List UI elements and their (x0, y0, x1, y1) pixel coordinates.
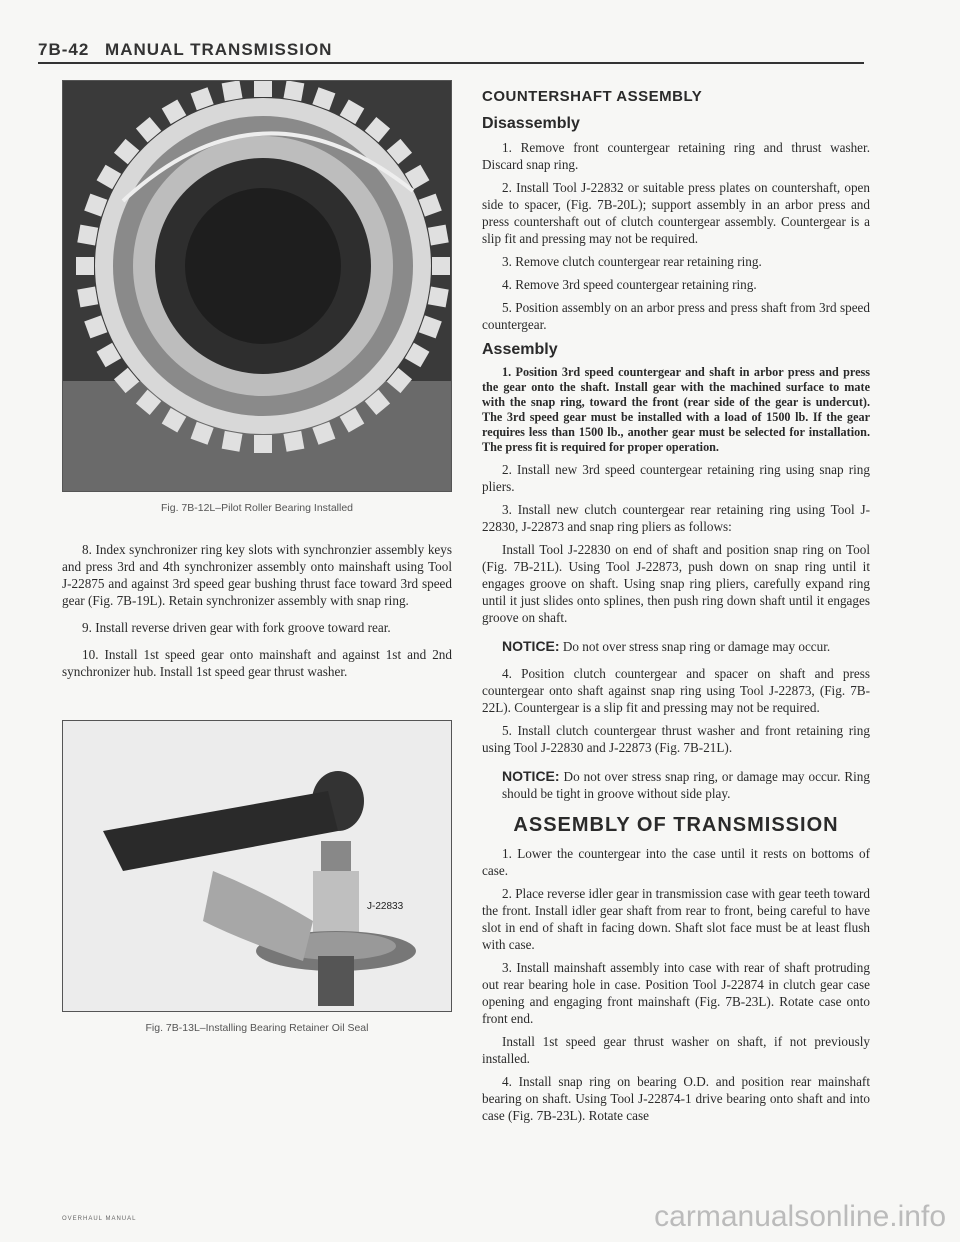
disassembly-step-1: 1. Remove front countergear retaining ring and thrust washer. Discard snap ring. (482, 140, 870, 172)
step-10: 10. Install 1st speed gear onto mainshaft and against 1st and 2nd synchronizer hub. Install 1st speed gear thrust washer. (62, 647, 452, 679)
countershaft-title: COUNTERSHAFT ASSEMBLY (482, 88, 703, 105)
assembly-step-2: 2. Install new 3rd speed countergear retaining ring using snap ring pliers. (482, 462, 870, 494)
notice-text: Do not over stress snap ring or damage may occur. (562, 639, 831, 654)
transmission-step-4: 4. Install snap ring on bearing O.D. and position rear mainshaft bearing on shaft. Using Tool J-22874-1 drive bearing onto shaft and into case (Fig. 7B-23L). Rotate case (482, 1074, 870, 1123)
section-title: MANUAL TRANSMISSION (105, 40, 333, 59)
disassembly-step-2: 2. Install Tool J-22832 or suitable press plates on countershaft, open side to spacer, (Fig. 7B-20L); support assembly in an arbor press and press countershaft out of clutch countergear assembly. Countergear is a slip fit and pressing may not be required. (482, 180, 870, 246)
notice-label: NOTICE: (502, 768, 560, 784)
assembly-step-1: 1. Position 3rd speed countergear and shaft in arbor press and press the gear onto the shaft. Install gear with the machined surface to mate with the snap ring, toward the front (rear side of the gear is undercut). The 3rd speed gear must be installed with a load of 1500 lb. If the gear requires less than 1500 lb., another gear must be selected for installation. The press fit is required for proper operation. (482, 365, 870, 454)
page-header (38, 40, 864, 60)
figure-caption-1: Fig. 7B-12L–Pilot Roller Bearing Installed (160, 502, 354, 514)
step-9: 9. Install reverse driven gear with fork groove toward rear. (82, 620, 391, 635)
disassembly-heading: Disassembly (482, 115, 580, 132)
assembly-step-4: 4. Position clutch countergear and spacer on shaft and press countergear onto shaft against snap ring using Tool J-22873, (Fig. 7B-22L). Countergear is a slip fit and pressing may not be required. (482, 666, 870, 715)
tool-label: J-22833 (367, 901, 404, 912)
gear-illustration (63, 81, 451, 491)
hammer-tool-illustration (63, 721, 451, 1011)
notice-text: Do not over stress snap ring, or damage may occur. Ring should be tight in groove without side play. (502, 769, 870, 801)
assembly-step-5: 5. Install clutch countergear thrust washer and front retaining ring using Tool J-22830 and J-22873 (Fig. 7B-21L). (482, 723, 870, 755)
assembly-step-3: 3. Install new clutch countergear rear retaining ring using Tool J-22830, J-22873 and snap ring pliers as follows: (482, 502, 870, 534)
figure-caption-2: Fig. 7B-13L–Installing Bearing Retainer Oil Seal (145, 1022, 369, 1034)
notice-label: NOTICE: (502, 638, 560, 654)
notice-2 (502, 768, 870, 802)
header-rule (38, 62, 864, 64)
page-number: 7B-42 (38, 40, 90, 59)
watermark: carmanualsonline.info (654, 1200, 946, 1233)
transmission-title: ASSEMBLY OF TRANSMISSION (513, 814, 839, 836)
left-column (62, 80, 452, 1037)
disassembly-step-5: 5. Position assembly on an arbor press and press shaft from 3rd speed countergear. (482, 300, 870, 332)
transmission-step-3: 3. Install mainshaft assembly into case with rear of shaft protruding out rear bearing hole in case. Position Tool J-22874 in clutch gear case opening and engaging front mainshaft (Fig. 7B-23L). Rotate case onto front end. (482, 960, 870, 1026)
oil-seal-photo (62, 720, 452, 1012)
pilot-bearing-photo (62, 80, 452, 492)
transmission-step-1: 1. Lower the countergear into the case until it rests on bottoms of case. (482, 846, 870, 878)
assembly-heading: Assembly (482, 341, 558, 358)
assembly-step-3-detail: Install Tool J-22830 on end of shaft and position snap ring on Tool (Fig. 7B-21L). Using Tool J-22873, push down on snap ring until it engages groove on shaft. Using snap ring pliers, carefully expand ring until it just slides onto splines, then push ring down shaft until it engages groove on shaft. (482, 542, 870, 625)
disassembly-step-4: 4. Remove 3rd speed countergear retaining ring. (502, 277, 757, 292)
disassembly-step-3: 3. Remove clutch countergear rear retaining ring. (502, 254, 762, 269)
transmission-step-3b: Install 1st speed gear thrust washer on shaft, if not previously installed. (482, 1034, 870, 1066)
right-column (482, 80, 870, 1130)
transmission-step-2: 2. Place reverse idler gear in transmission case with gear teeth toward the front. Install idler gear shaft from rear to front, being careful to have slot in end of shaft in facing down. Shaft slot face must be at least flush with case. (482, 886, 870, 952)
notice-1 (502, 638, 870, 655)
step-8: 8. Index synchronizer ring key slots with synchronzier assembly keys and press 3rd and 4th synchronizer assembly onto mainshaft using Tool J-22875 and against 3rd speed gear bushing thrust face toward 3rd speed gear (Fig. 7B-19L). Retain synchronizer assembly with snap ring. (62, 542, 452, 608)
footer-text: OVERHAUL MANUAL (62, 1216, 137, 1222)
